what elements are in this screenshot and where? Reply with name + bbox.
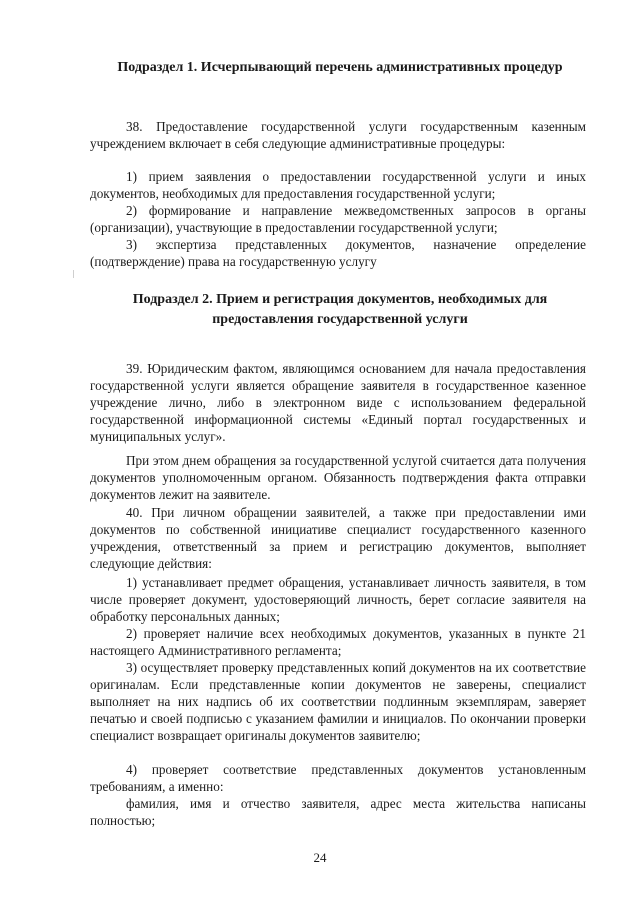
- paragraph-39: 39. Юридическим фактом, являющимся основанием для начала предоставления государственной услуги является обращение заявителя в государственное казенное учреждение лично, либо в электронном виде с использованием федеральной государственной информационной системы «Единый портал государственных и муниципальных услуг».: [90, 361, 586, 444]
- action-item-1: 1) устанавливает предмет обращения, устанавливает личность заявителя, в том числе проверяет документ, удостоверяющий личность, берет согласие заявителя на обработку персональных данных;: [90, 575, 586, 624]
- action-item-4: 4) проверяет соответствие представленных документов установленным требованиям, а именно:: [90, 762, 586, 794]
- action-item-3: 3) осуществляет проверку представленных копий документов на их соответствие оригиналам. Если представленные копии документов не заверены, специалист выполняет на них надпись об их соответствии подлинным экземплярам, заверяет печатью и своей подписью с указанием фамилии и инициалов. По окончании проверки специалист возвращает оригиналы документов заявителю;: [90, 660, 586, 743]
- procedure-item-2: 2) формирование и направление межведомственных запросов в органы (организации), участвующие в предоставлении государственной услуги;: [90, 203, 586, 235]
- requirement-item: фамилия, имя и отчество заявителя, адрес места жительства написаны полностью;: [90, 796, 586, 828]
- action-item-2: 2) проверяет наличие всех необходимых документов, указанных в пункте 21 настоящего Административного регламента;: [90, 626, 586, 658]
- paragraph-38: 38. Предоставление государственной услуги государственным казенным учреждением включает в себя следующие административные процедуры:: [90, 119, 586, 151]
- subsection-1-title: Подраздел 1. Исчерпывающий перечень административных процедур: [117, 60, 563, 75]
- procedure-item-3: 3) экспертиза представленных документов, назначение определение (подтверждение) права на государственную услугу: [90, 237, 586, 269]
- paragraph-39-continued: При этом днем обращения за государственной услугой считается дата получения документов уполномоченным органом. Обязанность подтверждения факта отправки документов лежит на заявителе.: [90, 453, 586, 502]
- page-number: 24: [313, 850, 327, 865]
- margin-mark: [73, 270, 74, 278]
- paragraph-40: 40. При личном обращении заявителей, а также при предоставлении ими документов по собственной инициативе специалист государственного казенного учреждения, ответственный за прием и регистрацию документов, выполняет следующие действия:: [90, 505, 586, 571]
- subsection-2-title: Подраздел 2. Прием и регистрация документов, необходимых для предоставления государственной услуги: [132, 292, 548, 327]
- procedure-item-1: 1) прием заявления о предоставлении государственной услуги и иных документов, необходимых для предоставления государственной услуги;: [90, 169, 586, 201]
